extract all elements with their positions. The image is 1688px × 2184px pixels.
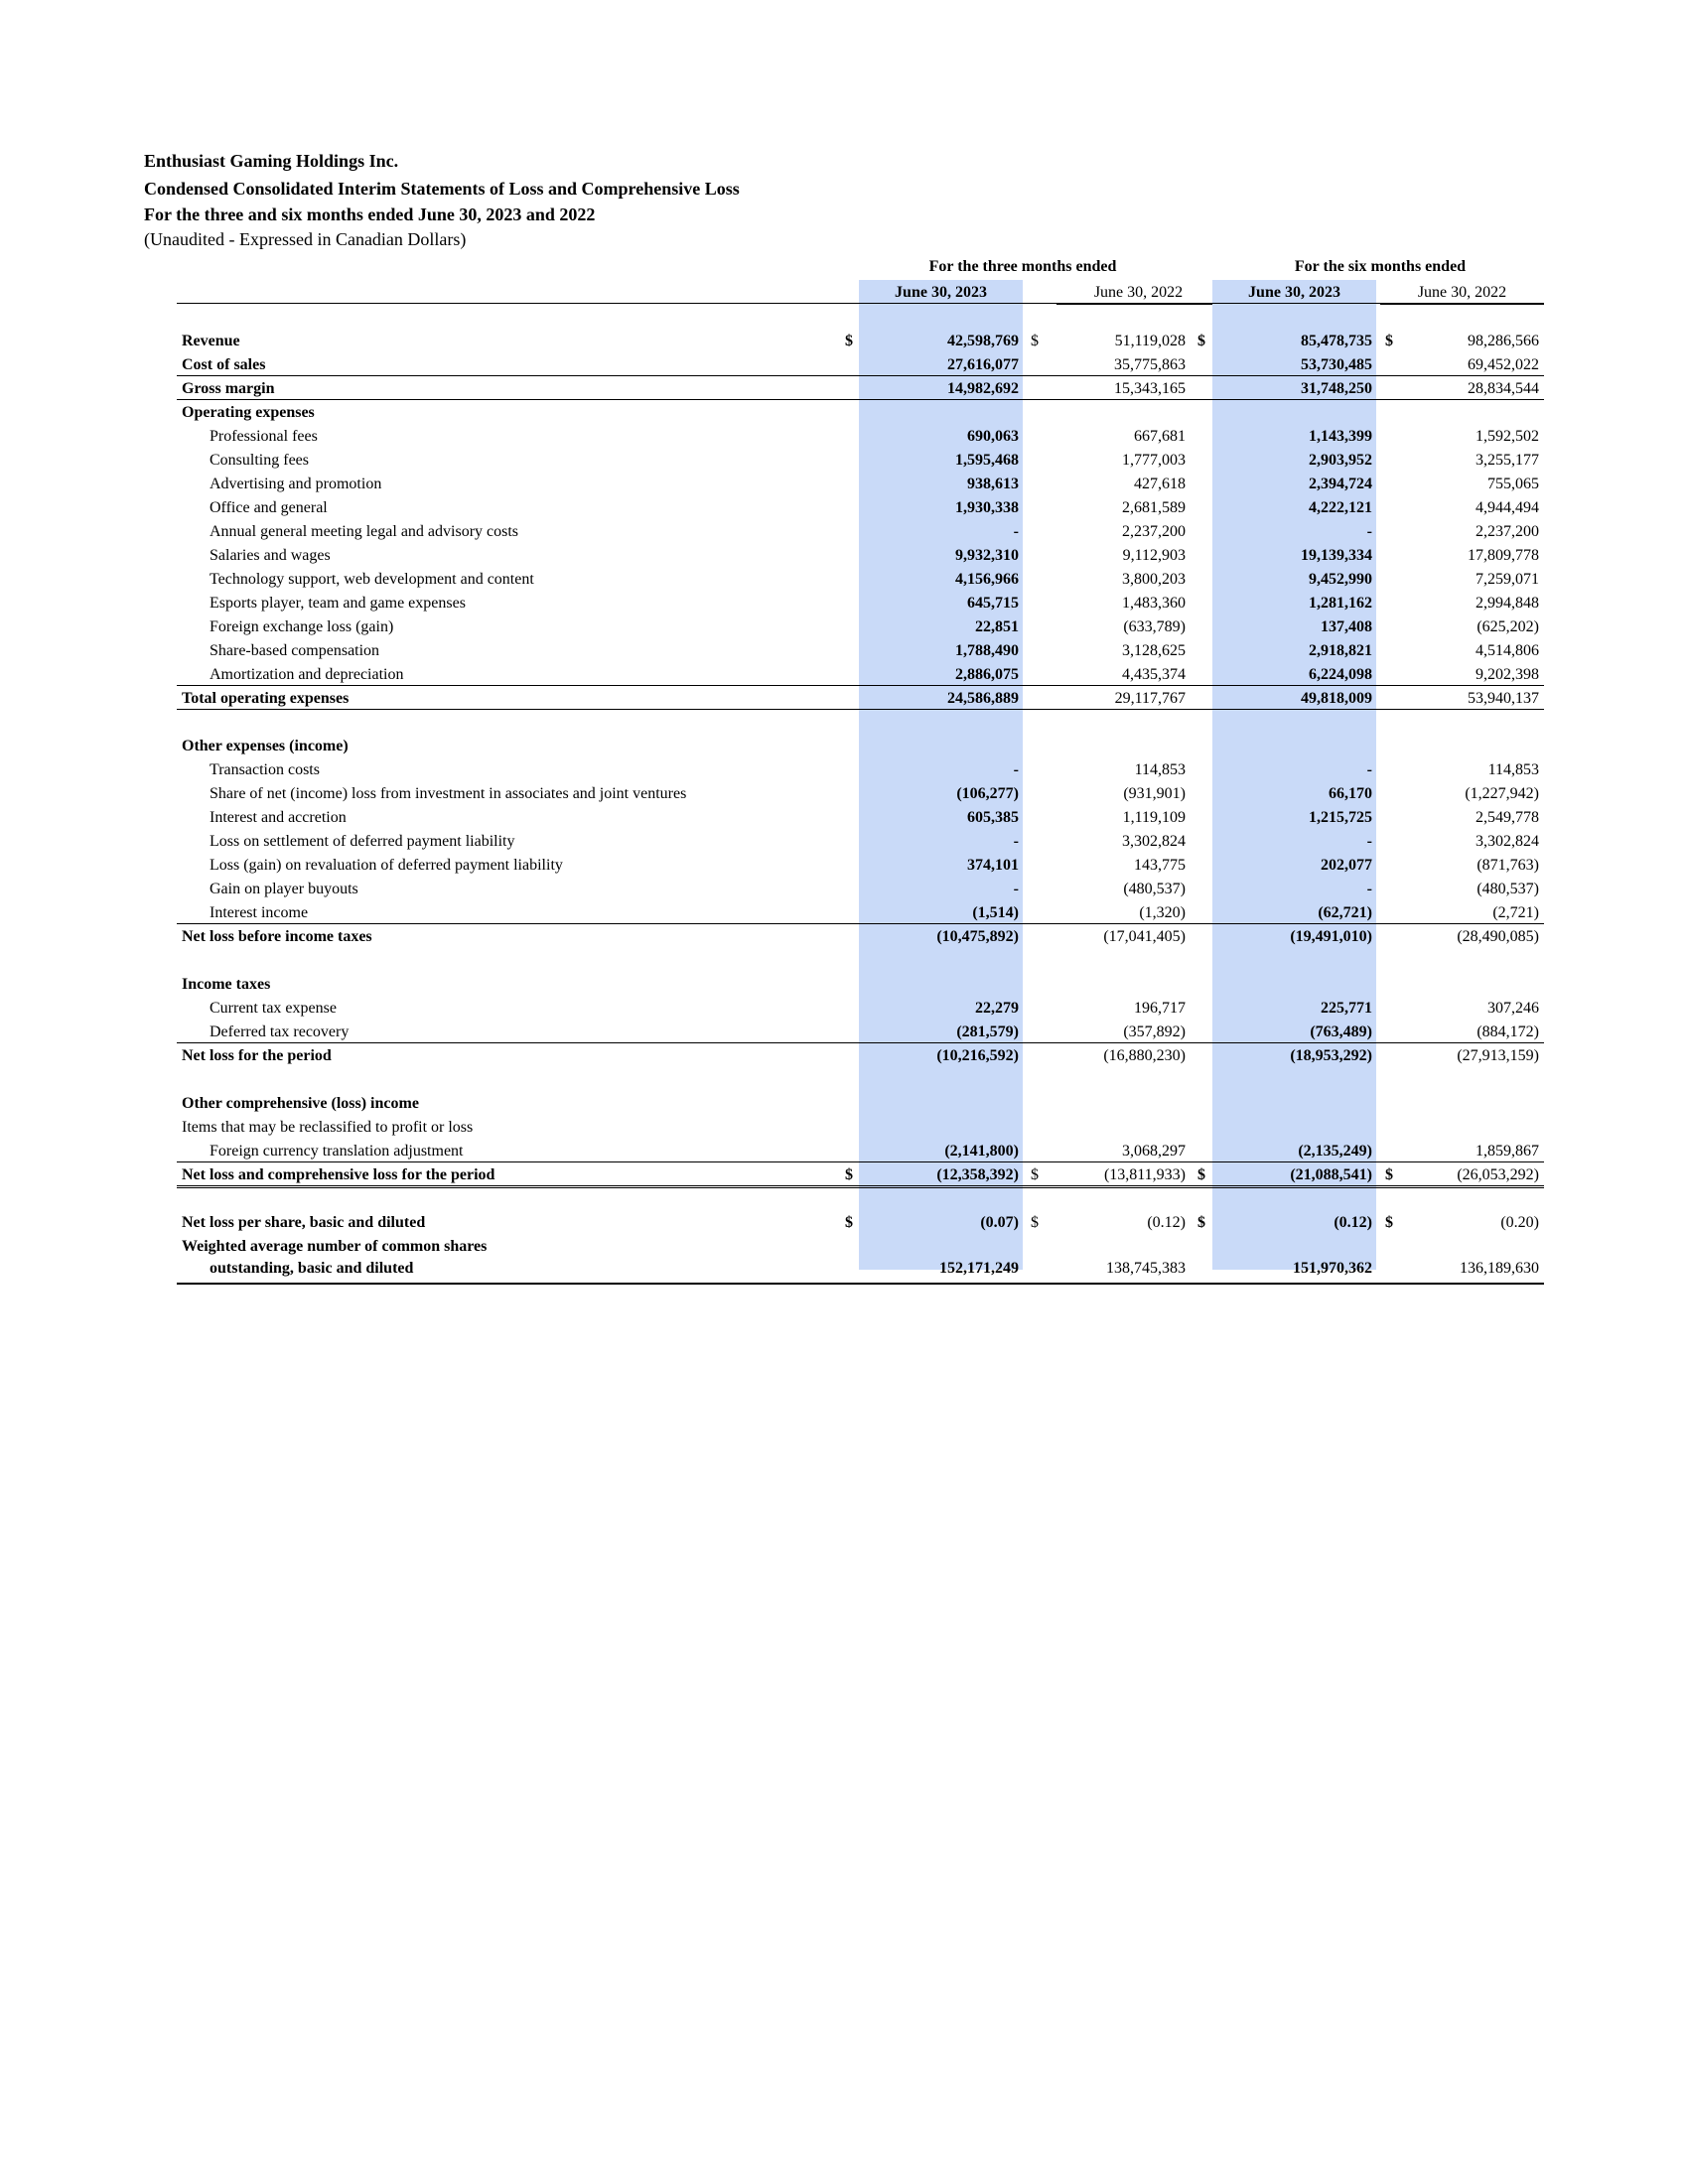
row-value-col-1: 22,851 [975, 618, 1019, 635]
row-value-col-3: 2,903,952 [1309, 452, 1372, 469]
row-value-col-4: 3,255,177 [1476, 452, 1539, 469]
table-row [0, 449, 1688, 473]
currency-symbol: $ [845, 1166, 853, 1183]
row-value-col-2: 667,681 [1134, 428, 1186, 445]
company-name: Enthusiast Gaming Holdings Inc. [144, 151, 399, 171]
spacer-row [0, 949, 1688, 973]
row-value-col-2: 196,717 [1134, 1000, 1186, 1017]
row-value-col-2: (1,320) [1139, 904, 1186, 921]
row-value-col-1: (281,579) [956, 1024, 1019, 1040]
row-value-col-1: 1,930,338 [955, 499, 1019, 516]
row-value-col-4: (26,053,292) [1457, 1166, 1539, 1183]
row-value-col-4: 2,549,778 [1476, 809, 1539, 826]
row-label: Income taxes [182, 976, 271, 993]
row-label: Net loss before income taxes [182, 928, 372, 945]
row-value-col-4: 4,944,494 [1476, 499, 1539, 516]
row-value-col-4: 755,065 [1487, 476, 1539, 492]
row-value-col-4: 7,259,071 [1476, 571, 1539, 588]
row-value-col-2: 1,483,360 [1122, 595, 1186, 612]
row-value-col-2: (931,901) [1123, 785, 1186, 802]
row-value-col-4: (27,913,159) [1457, 1047, 1539, 1064]
row-label: Loss (gain) on revaluation of deferred payment liability [210, 857, 563, 874]
row-label: Weighted average number of common shares [182, 1238, 488, 1255]
row-value-col-1: 938,613 [967, 476, 1019, 492]
row-value-col-1: 42,598,769 [947, 333, 1019, 349]
statement-period: For the three and six months ended June 30, 2023 and 2022 [144, 205, 596, 224]
row-value-col-4: (28,490,085) [1457, 928, 1539, 945]
currency-symbol: $ [1385, 1166, 1393, 1183]
row-label: Current tax expense [210, 1000, 337, 1017]
table-row [0, 1044, 1688, 1068]
row-label: Professional fees [210, 428, 318, 445]
row-value-col-4: 17,809,778 [1468, 547, 1539, 564]
header-underline-3m-2022 [1056, 304, 1212, 305]
row-label: Foreign currency translation adjustment [210, 1143, 464, 1160]
row-value-col-3: 2,394,724 [1309, 476, 1372, 492]
row-value-col-3: 202,077 [1321, 857, 1372, 874]
currency-symbol: $ [845, 1214, 853, 1231]
column-header-6m-2022: June 30, 2022 [1417, 284, 1507, 301]
row-value-col-2: 29,117,767 [1114, 690, 1186, 707]
row-value-col-4: (871,763) [1477, 857, 1539, 874]
table-row [0, 782, 1688, 806]
row-value-col-3: (21,088,541) [1290, 1166, 1372, 1183]
row-value-col-3: 1,215,725 [1309, 809, 1372, 826]
table-row [0, 687, 1688, 711]
row-value-col-2: 1,777,003 [1122, 452, 1186, 469]
row-value-col-4: 307,246 [1487, 1000, 1539, 1017]
rule-line [177, 399, 1544, 400]
row-label: Deferred tax recovery [210, 1024, 350, 1040]
table-row [0, 854, 1688, 878]
row-value-col-4: 3,302,824 [1476, 833, 1539, 850]
row-value-col-4: (0.20) [1500, 1214, 1539, 1231]
table-row [0, 663, 1688, 687]
table-row [0, 830, 1688, 854]
row-value-col-1: 605,385 [967, 809, 1019, 826]
table-row [0, 973, 1688, 997]
row-value-col-1: 374,101 [967, 857, 1019, 874]
row-value-col-4: 53,940,137 [1468, 690, 1539, 707]
currency-symbol: $ [1031, 1214, 1039, 1231]
row-value-col-4: 114,853 [1487, 761, 1539, 778]
row-label: Total operating expenses [182, 690, 350, 707]
row-value-col-1: 2,886,075 [955, 666, 1019, 683]
table-row [0, 806, 1688, 830]
row-value-col-2: 9,112,903 [1122, 547, 1186, 564]
row-value-col-1: 14,982,692 [947, 380, 1019, 397]
table-row [0, 473, 1688, 496]
rule-line [177, 1283, 1544, 1285]
row-label: Net loss per share, basic and diluted [182, 1214, 426, 1231]
spacer-row [0, 711, 1688, 735]
table-row [0, 401, 1688, 425]
row-label: Share of net (income) loss from investment in associates and joint ventures [210, 785, 687, 802]
table-row [0, 615, 1688, 639]
column-header-3m-2023: June 30, 2023 [895, 284, 987, 301]
row-value-col-4: (625,202) [1477, 618, 1539, 635]
row-value-col-3: 6,224,098 [1309, 666, 1372, 683]
row-value-col-4: 28,834,544 [1468, 380, 1539, 397]
row-label: Consulting fees [210, 452, 309, 469]
spacer-row [0, 1187, 1688, 1211]
row-label: Esports player, team and game expenses [210, 595, 466, 612]
row-label: Other expenses (income) [182, 738, 349, 754]
row-label: Gross margin [182, 380, 275, 397]
row-value-col-2: 114,853 [1134, 761, 1186, 778]
header-rule [177, 303, 1544, 304]
table-row [0, 901, 1688, 925]
table-row [0, 878, 1688, 901]
table-row [0, 496, 1688, 520]
rule-line [177, 923, 1544, 924]
row-value-col-3: - [1366, 881, 1372, 897]
row-value-col-1: - [1013, 523, 1019, 540]
table-row [0, 758, 1688, 782]
row-value-col-3: - [1366, 523, 1372, 540]
row-value-col-3: 9,452,990 [1309, 571, 1372, 588]
currency-symbol: $ [845, 333, 853, 349]
row-value-col-1: - [1013, 833, 1019, 850]
row-value-col-1: (0.07) [980, 1214, 1019, 1231]
row-value-col-3: (763,489) [1310, 1024, 1372, 1040]
row-value-col-4: 2,237,200 [1476, 523, 1539, 540]
table-row [0, 330, 1688, 353]
row-value-col-3: (18,953,292) [1290, 1047, 1372, 1064]
row-value-col-1: (106,277) [956, 785, 1019, 802]
row-label: Operating expenses [182, 404, 315, 421]
currency-symbol: $ [1031, 1166, 1039, 1183]
row-value-col-4: 1,592,502 [1476, 428, 1539, 445]
row-label: Net loss and comprehensive loss for the period [182, 1166, 495, 1183]
row-value-col-2: 138,745,383 [1106, 1260, 1186, 1277]
row-value-col-1: - [1013, 881, 1019, 897]
table-row [0, 1257, 1688, 1281]
row-value-col-3: 151,970,362 [1293, 1260, 1372, 1277]
row-value-col-2: 1,119,109 [1122, 809, 1186, 826]
row-value-col-3: (62,721) [1318, 904, 1372, 921]
row-value-col-1: (10,216,592) [936, 1047, 1019, 1064]
row-value-col-3: 1,143,399 [1309, 428, 1372, 445]
currency-symbol: $ [1197, 1166, 1205, 1183]
spacer-row [0, 1068, 1688, 1092]
row-value-col-2: 2,681,589 [1122, 499, 1186, 516]
row-label: Office and general [210, 499, 328, 516]
row-label: Amortization and depreciation [210, 666, 404, 683]
row-value-col-3: 49,818,009 [1301, 690, 1372, 707]
row-value-col-2: (13,811,933) [1103, 1166, 1186, 1183]
table-row [0, 377, 1688, 401]
rule-line [177, 375, 1544, 376]
row-value-col-1: 27,616,077 [947, 356, 1019, 373]
row-value-col-2: 3,128,625 [1122, 642, 1186, 659]
row-value-col-2: 15,343,165 [1114, 380, 1186, 397]
row-value-col-1: (10,475,892) [936, 928, 1019, 945]
row-value-col-3: (0.12) [1334, 1214, 1372, 1231]
table-row [0, 568, 1688, 592]
row-value-col-4: (480,537) [1477, 881, 1539, 897]
row-value-col-2: (633,789) [1123, 618, 1186, 635]
row-value-col-3: 53,730,485 [1301, 356, 1372, 373]
row-value-col-3: 225,771 [1321, 1000, 1372, 1017]
row-value-col-1: - [1013, 761, 1019, 778]
row-label: Revenue [182, 333, 240, 349]
table-row [0, 1163, 1688, 1187]
row-value-col-3: 137,408 [1321, 618, 1372, 635]
row-value-col-2: (480,537) [1123, 881, 1186, 897]
row-value-col-4: (1,227,942) [1465, 785, 1539, 802]
table-row [0, 425, 1688, 449]
row-value-col-4: 9,202,398 [1476, 666, 1539, 683]
row-value-col-4: (884,172) [1477, 1024, 1539, 1040]
table-row [0, 925, 1688, 949]
table-row [0, 353, 1688, 377]
statement-title: Condensed Consolidated Interim Statements of Loss and Comprehensive Loss [144, 179, 740, 199]
row-value-col-2: (357,892) [1123, 1024, 1186, 1040]
row-value-col-1: 24,586,889 [947, 690, 1019, 707]
column-header-6m-2023: June 30, 2023 [1248, 284, 1340, 301]
table-row [0, 639, 1688, 663]
row-label: Transaction costs [210, 761, 320, 778]
row-value-col-2: 427,618 [1134, 476, 1186, 492]
row-label: Technology support, web development and content [210, 571, 534, 588]
row-value-col-1: 4,156,966 [955, 571, 1019, 588]
row-label: Gain on player buyouts [210, 881, 358, 897]
row-value-col-1: (12,358,392) [936, 1166, 1019, 1183]
row-value-col-2: 4,435,374 [1122, 666, 1186, 683]
table-row [0, 592, 1688, 615]
row-label: Loss on settlement of deferred payment liability [210, 833, 515, 850]
row-label: Interest income [210, 904, 309, 921]
row-value-col-2: 3,800,203 [1122, 571, 1186, 588]
table-row [0, 997, 1688, 1021]
row-value-col-3: - [1366, 761, 1372, 778]
row-value-col-2: 51,119,028 [1114, 333, 1186, 349]
row-value-col-2: 143,775 [1134, 857, 1186, 874]
row-value-col-4: 4,514,806 [1476, 642, 1539, 659]
row-label: Advertising and promotion [210, 476, 382, 492]
row-value-col-3: 31,748,250 [1301, 380, 1372, 397]
rule-line [177, 1042, 1544, 1043]
rule-line [177, 685, 1544, 686]
row-value-col-2: 3,068,297 [1122, 1143, 1186, 1160]
row-value-col-4: 2,994,848 [1476, 595, 1539, 612]
header-underline-6m-2022 [1380, 304, 1544, 305]
rule-line [177, 709, 1544, 710]
row-value-col-2: (17,041,405) [1103, 928, 1186, 945]
currency-symbol: $ [1385, 1214, 1393, 1231]
row-label: Salaries and wages [210, 547, 331, 564]
table-row [0, 1092, 1688, 1116]
row-label: outstanding, basic and diluted [210, 1260, 414, 1277]
row-value-col-4: 69,452,022 [1468, 356, 1539, 373]
table-row [0, 1211, 1688, 1235]
table-row [0, 1021, 1688, 1044]
row-value-col-1: 690,063 [967, 428, 1019, 445]
row-label: Foreign exchange loss (gain) [210, 618, 394, 635]
row-value-col-3: 4,222,121 [1309, 499, 1372, 516]
row-value-col-2: 3,302,824 [1122, 833, 1186, 850]
row-label: Other comprehensive (loss) income [182, 1095, 419, 1112]
row-value-col-3: 19,139,334 [1301, 547, 1372, 564]
row-value-col-1: 1,595,468 [955, 452, 1019, 469]
row-value-col-2: 35,775,863 [1114, 356, 1186, 373]
row-value-col-1: (2,141,800) [944, 1143, 1019, 1160]
row-value-col-4: (2,721) [1492, 904, 1539, 921]
row-label: Net loss for the period [182, 1047, 332, 1064]
table-row [0, 544, 1688, 568]
statement-note: (Unaudited - Expressed in Canadian Dollars) [144, 229, 467, 249]
row-value-col-3: (2,135,249) [1298, 1143, 1372, 1160]
row-value-col-3: - [1366, 833, 1372, 850]
row-label: Items that may be reclassified to profit or loss [182, 1119, 474, 1136]
row-value-col-4: 1,859,867 [1476, 1143, 1539, 1160]
row-value-col-1: 152,171,249 [939, 1260, 1019, 1277]
row-value-col-1: (1,514) [972, 904, 1019, 921]
table-row [0, 1235, 1688, 1259]
row-label: Cost of sales [182, 356, 266, 373]
table-row [0, 1116, 1688, 1140]
row-value-col-2: (16,880,230) [1103, 1047, 1186, 1064]
row-value-col-1: 22,279 [975, 1000, 1019, 1017]
group-header-six-months: For the six months ended [1294, 258, 1467, 275]
row-value-col-3: 2,918,821 [1309, 642, 1372, 659]
row-value-col-3: 85,478,735 [1301, 333, 1372, 349]
rule-line [177, 1161, 1544, 1162]
currency-symbol: $ [1197, 333, 1205, 349]
table-row [0, 1140, 1688, 1163]
currency-symbol: $ [1385, 333, 1393, 349]
currency-symbol: $ [1197, 1214, 1205, 1231]
column-header-3m-2022: June 30, 2022 [1093, 284, 1184, 301]
row-value-col-4: 98,286,566 [1468, 333, 1539, 349]
row-value-col-1: 9,932,310 [955, 547, 1019, 564]
row-value-col-3: (19,491,010) [1290, 928, 1372, 945]
row-value-col-3: 66,170 [1329, 785, 1372, 802]
row-value-col-2: 2,237,200 [1122, 523, 1186, 540]
row-value-col-1: 1,788,490 [955, 642, 1019, 659]
table-row [0, 735, 1688, 758]
row-value-col-4: 136,189,630 [1460, 1260, 1539, 1277]
group-header-three-months: For the three months ended [928, 258, 1117, 275]
table-row [0, 520, 1688, 544]
row-label: Share-based compensation [210, 642, 380, 659]
row-value-col-1: 645,715 [967, 595, 1019, 612]
currency-symbol: $ [1031, 333, 1039, 349]
row-label: Annual general meeting legal and advisory costs [210, 523, 519, 540]
row-value-col-2: (0.12) [1147, 1214, 1186, 1231]
row-value-col-3: 1,281,162 [1309, 595, 1372, 612]
row-label: Interest and accretion [210, 809, 347, 826]
